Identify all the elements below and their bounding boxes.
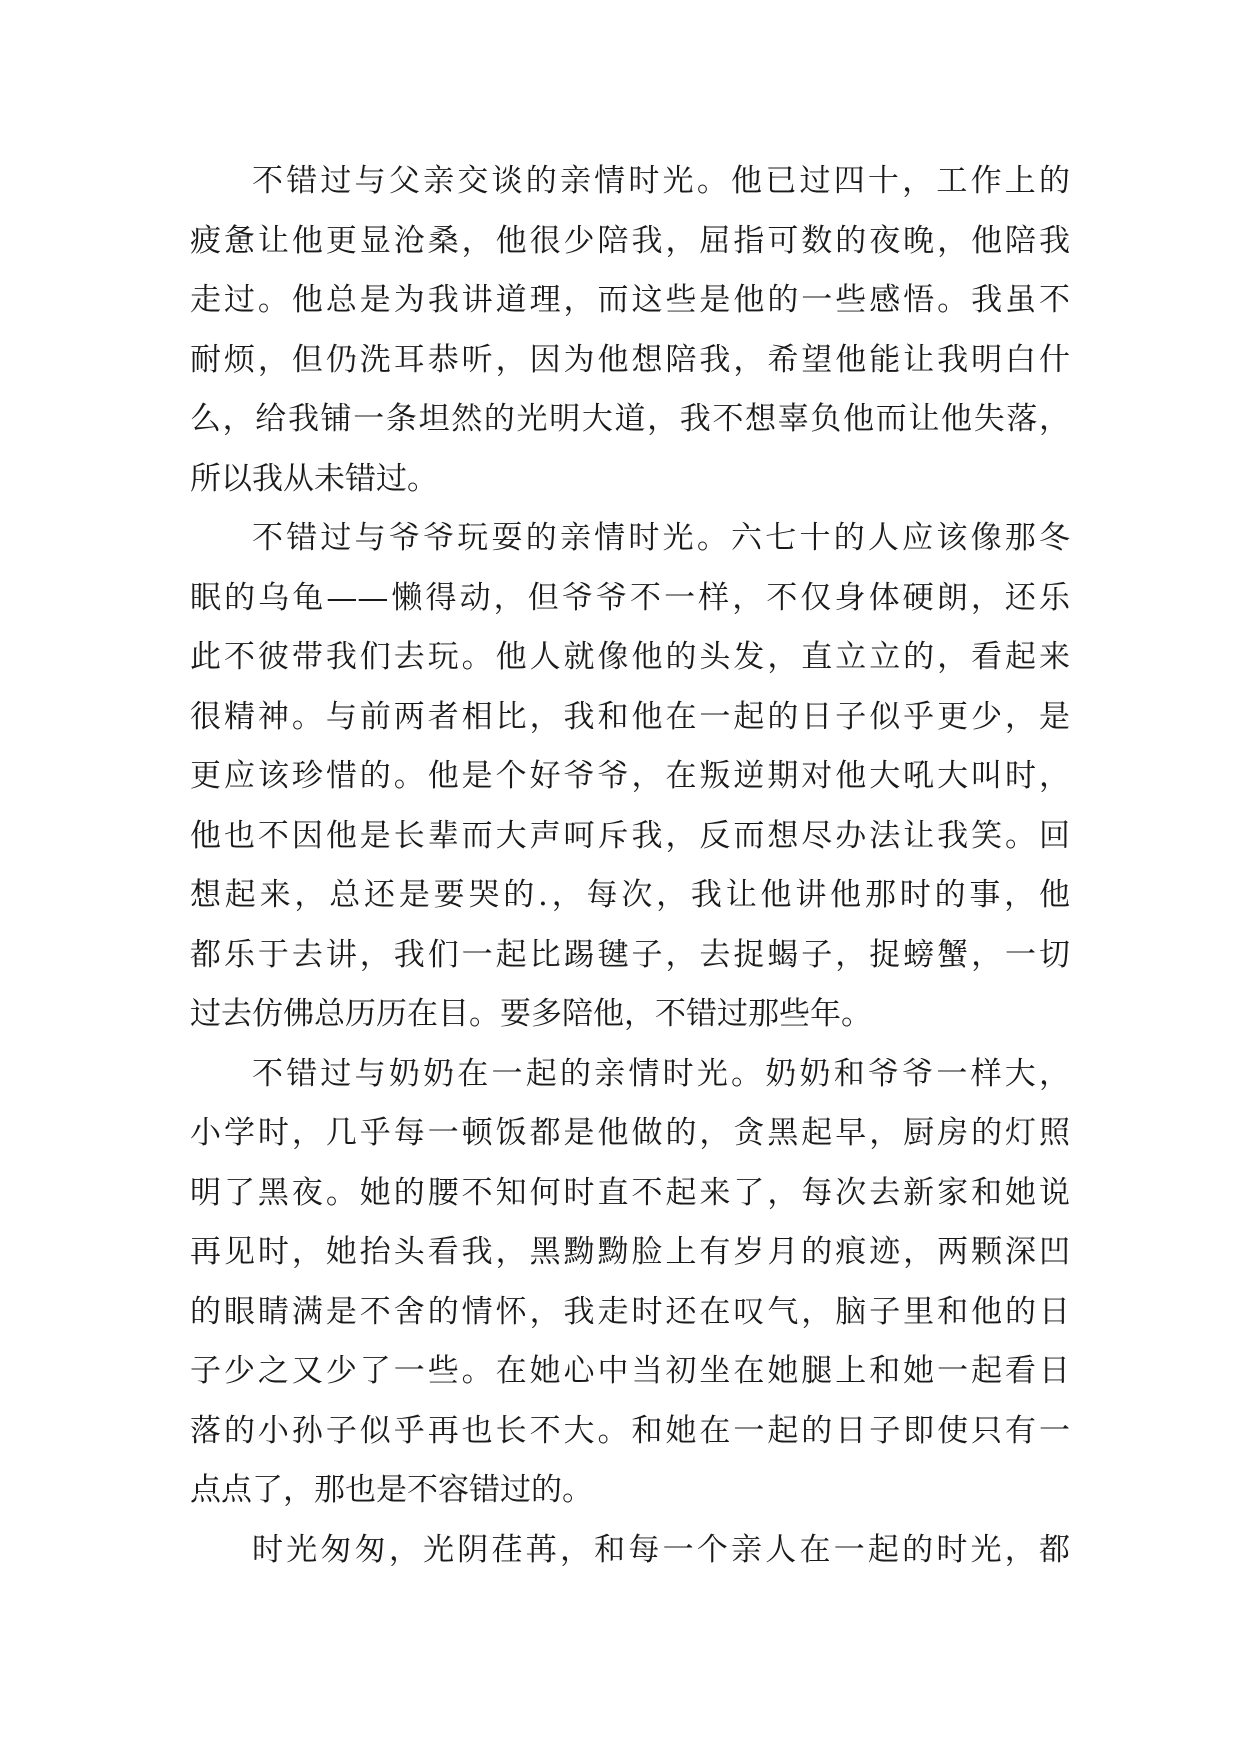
text-line: 不错过与父亲交谈的亲情时光。他已过四十，工作上的 (252, 163, 1070, 199)
paragraph-closing (190, 1521, 1070, 1581)
text-line: 很精神。与前两者相比，我和他在一起的日子似乎更少，是 (190, 698, 1070, 735)
text-line: 走过。他总是为我讲道理，而这些是他的一些感悟。我虽不 (190, 282, 1070, 318)
text-line: 落的小孙子似乎再也长不大。和她在一起的日子即使只有一 (190, 1412, 1070, 1449)
text-line: 的眼睛满是不舍的情怀，我走时还在叹气，脑子里和他的日 (190, 1293, 1070, 1330)
text-line: 想起来，总还是要哭的.，每次，我让他讲他那时的事，他 (190, 877, 1070, 913)
document-body (190, 152, 1070, 1580)
text-line: 所以我从未错过。 (190, 460, 438, 497)
text-line: 耐烦，但仍洗耳恭听，因为他想陪我，希望他能让我明白什 (190, 341, 1070, 378)
text-line: 不错过与爷爷玩耍的亲情时光。六七十的人应该像那冬 (252, 520, 1070, 556)
text-line: 么，给我铺一条坦然的光明大道，我不想辜负他而让他失落， (190, 401, 1070, 437)
paragraph-grandfather (190, 509, 1070, 1045)
text-line: 过去仿佛总历历在目。要多陪他，不错过那些年。 (190, 996, 872, 1032)
paragraph-father (190, 152, 1070, 509)
text-line: 此不彼带我们去玩。他人就像他的头发，直立立的，看起来 (190, 639, 1070, 675)
text-line: 子少之又少了一些。在她心中当初坐在她腿上和她一起看日 (190, 1353, 1070, 1389)
text-line: 时光匆匆，光阴荏苒，和每一个亲人在一起的时光，都 (252, 1531, 1070, 1568)
text-line: 都乐于去讲，我们一起比踢毽子，去捉蝎子，捉螃蟹，一切 (190, 936, 1070, 973)
text-line: 明了黑夜。她的腰不知何时直不起来了，每次去新家和她说 (190, 1174, 1070, 1211)
text-line: 眠的乌龟——懒得动，但爷爷不一样，不仅身体硬朗，还乐 (190, 579, 1070, 616)
paragraph-grandmother (190, 1045, 1070, 1521)
text-line: 他也不因他是长辈而大声呵斥我，反而想尽办法让我笑。回 (190, 817, 1070, 854)
text-line: 更应该珍惜的。他是个好爷爷，在叛逆期对他大吼大叫时， (190, 758, 1070, 794)
text-line: 不错过与奶奶在一起的亲情时光。奶奶和爷爷一样大， (252, 1055, 1070, 1092)
text-line: 再见时，她抬头看我，黑黝黝脸上有岁月的痕迹，两颗深凹 (190, 1234, 1070, 1270)
text-line: 疲惫让他更显沧桑，他很少陪我，屈指可数的夜晚，他陪我 (190, 222, 1070, 259)
text-line: 点点了，那也是不容错过的。 (190, 1472, 593, 1508)
text-line: 小学时，几乎每一顿饭都是他做的，贪黑起早，厨房的灯照 (190, 1115, 1070, 1151)
